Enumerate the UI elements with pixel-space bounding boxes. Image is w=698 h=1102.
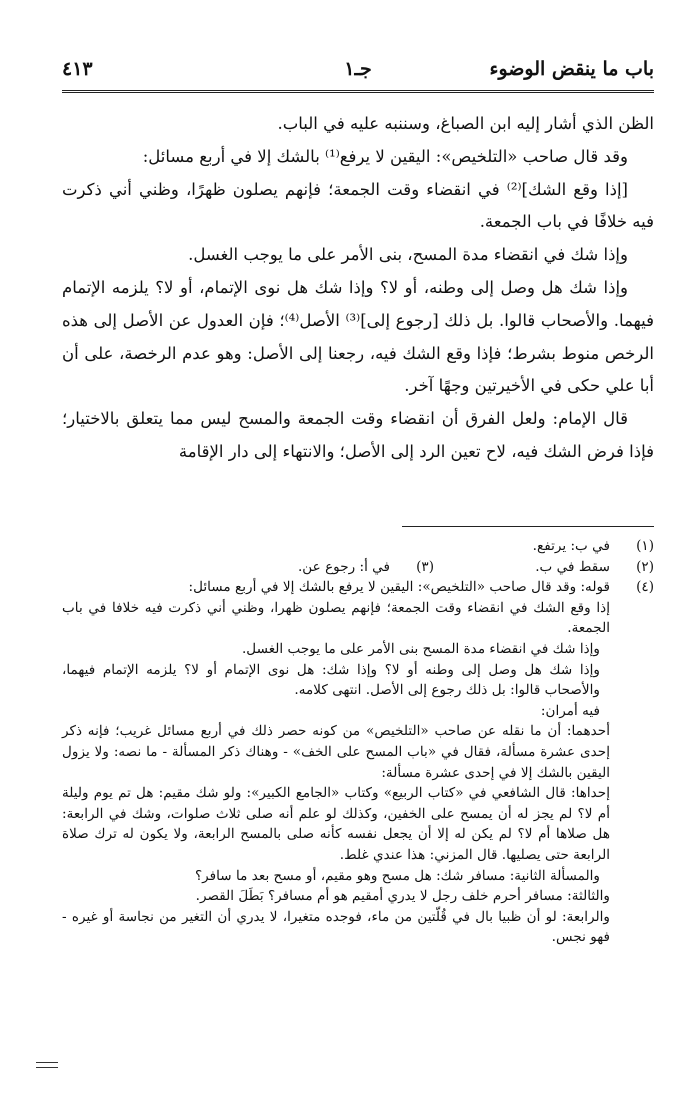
footnote-1: [62, 536, 654, 557]
footnote-line: أحدهما: أن ما نقله عن صاحب «التلخيص» من كونه حصر ذلك في أربع مسائل غريب؛ فإنه ذكر إحدى عشرة مسألة، فقال في «باب المسح على الخف» - وهناك ذكر المسألة - ما نصه: ولا يزول اليقين بالشك إلا في إحدى عشرة مسألة:: [62, 723, 610, 781]
paragraph: وإذا شك هل وصل إلى وطنه، أو لا؟ وإذا شك هل نوى الإتمام، أو لا؟ يلزمه الإتمام فيهما. والأصحاب قالوا. بل ذلك [رجوع إلى]⁽³⁾ الأصل⁽⁴⁾؛ فإن العدول عن الأصل إلى هذه الرخص منوط بشرط؛ فإذا وقع الشك فيه، رجعنا إلى الأصل: وهو عدم الرخصة، على أن أبا علي حكى في الأخيرتين وجهًا آخر.: [62, 277, 654, 396]
footnote-4: [62, 577, 654, 598]
footnote-text: في ب: يرتفع.: [532, 538, 610, 554]
footnote-line: إذا وقع الشك في انقضاء وقت الجمعة؛ فإنهم يصلون ظهرا، وظني أني ذكرت فيه خلافا في باب الجمعة.: [62, 599, 610, 637]
paragraph: قال الإمام: ولعل الفرق أن انقضاء وقت الجمعة والمسح ليس مما يتعلق بالاختيار؛ فإذا فرض الشك فيه، لاح تعين الرد إلى الأصل؛ والانتهاء إلى دار الإقامة: [62, 409, 654, 461]
footnote-2: [434, 557, 654, 578]
page-number: ٤١٣: [62, 58, 93, 80]
footnote-number: (٤): [636, 579, 654, 596]
footnote-line: والرابعة: لو أن ظبيا بال في قُلّتين من ماء، فوجده متغيرا، لا يدري أن التغير من نجاسة أو غيره - فهو نجس.: [62, 908, 610, 946]
paragraph: [إذا وقع الشك]⁽²⁾ في انقضاء وقت الجمعة؛ فإنهم يصلون ظهرًا، وظني أني ذكرت فيه خلافًا في باب الجمعة.: [62, 179, 654, 232]
footnote-text: سقط في ب.: [535, 558, 610, 575]
footnote-text: في أ: رجوع عن.: [297, 558, 390, 575]
chapter-title: باب ما ينقض الوضوء: [489, 58, 654, 80]
footnotes: [62, 536, 654, 948]
paragraph: الظن الذي أشار إليه ابن الصباغ، وسننبه عليه في الباب.: [277, 114, 654, 133]
footnote-separator: [402, 526, 654, 527]
footnote-number: (١): [636, 538, 654, 554]
footnote-line: والمسألة الثانية: مسافر شك: هل مسح وهو مقيم، أو مسح بعد ما سافر؟: [194, 867, 600, 884]
footnote-line: وإذا شك هل وصل إلى وطنه أو لا؟ وإذا شك: هل نوى الإتمام أو لا؟ يلزمه الإتمام فيهما، والأصحاب قالوا: بل ذلك رجوع إلى الأصل. انتهى كلامه.: [62, 661, 600, 699]
footnote-line: والثالثة: مسافر أحرم خلف رجل لا يدري أمقيم هو أم مسافر؟ بَطَلَ القصر.: [195, 888, 610, 905]
footnote-line: إحداها: قال الشافعي في «كتاب الربيع» وكتاب «الجامع الكبير»: ولو شك مقيم: هل تم يوم وليلة أم لا؟ لم يجز له أن يمسح على الخفين، وكذلك لو علم أنه صلى ثلاث صلوات، وشك في الرابعة: هل صلاها أم لا؟ لم يكن له إلا أن يجعل نفسه كأنه صلى بالمسح الرابعة، ولا يكون له ترك صلاة الرابعة حتى يصليها. قال المزني: هذا عندي غلط.: [62, 785, 610, 863]
footnote-text: قوله: وقد قال صاحب «التلخيص»: اليقين لا يرفع بالشك إلا في أربع مسائل:: [188, 579, 610, 596]
footnote-line: وإذا شك في انقضاء مدة المسح بنى الأمر على ما يوجب الغسل.: [241, 640, 600, 657]
volume-label: جـ١: [344, 58, 372, 80]
margin-mark: [36, 1062, 58, 1068]
footnote-number: (٢): [636, 558, 654, 575]
footnote-line: فيه أمران:: [540, 702, 600, 719]
footnote-3: [214, 557, 434, 578]
footnote-row: [62, 557, 654, 578]
paragraph: وقد قال صاحب «التلخيص»: اليقين لا يرفع⁽¹⁾ بالشك إلا في أربع مسائل:: [142, 146, 628, 166]
paragraph: وإذا شك في انقضاء مدة المسح، بنى الأمر على ما يوجب الغسل.: [188, 245, 628, 265]
running-header: [62, 56, 654, 93]
footnote-number: (٣): [416, 558, 434, 575]
main-text: [62, 108, 654, 469]
